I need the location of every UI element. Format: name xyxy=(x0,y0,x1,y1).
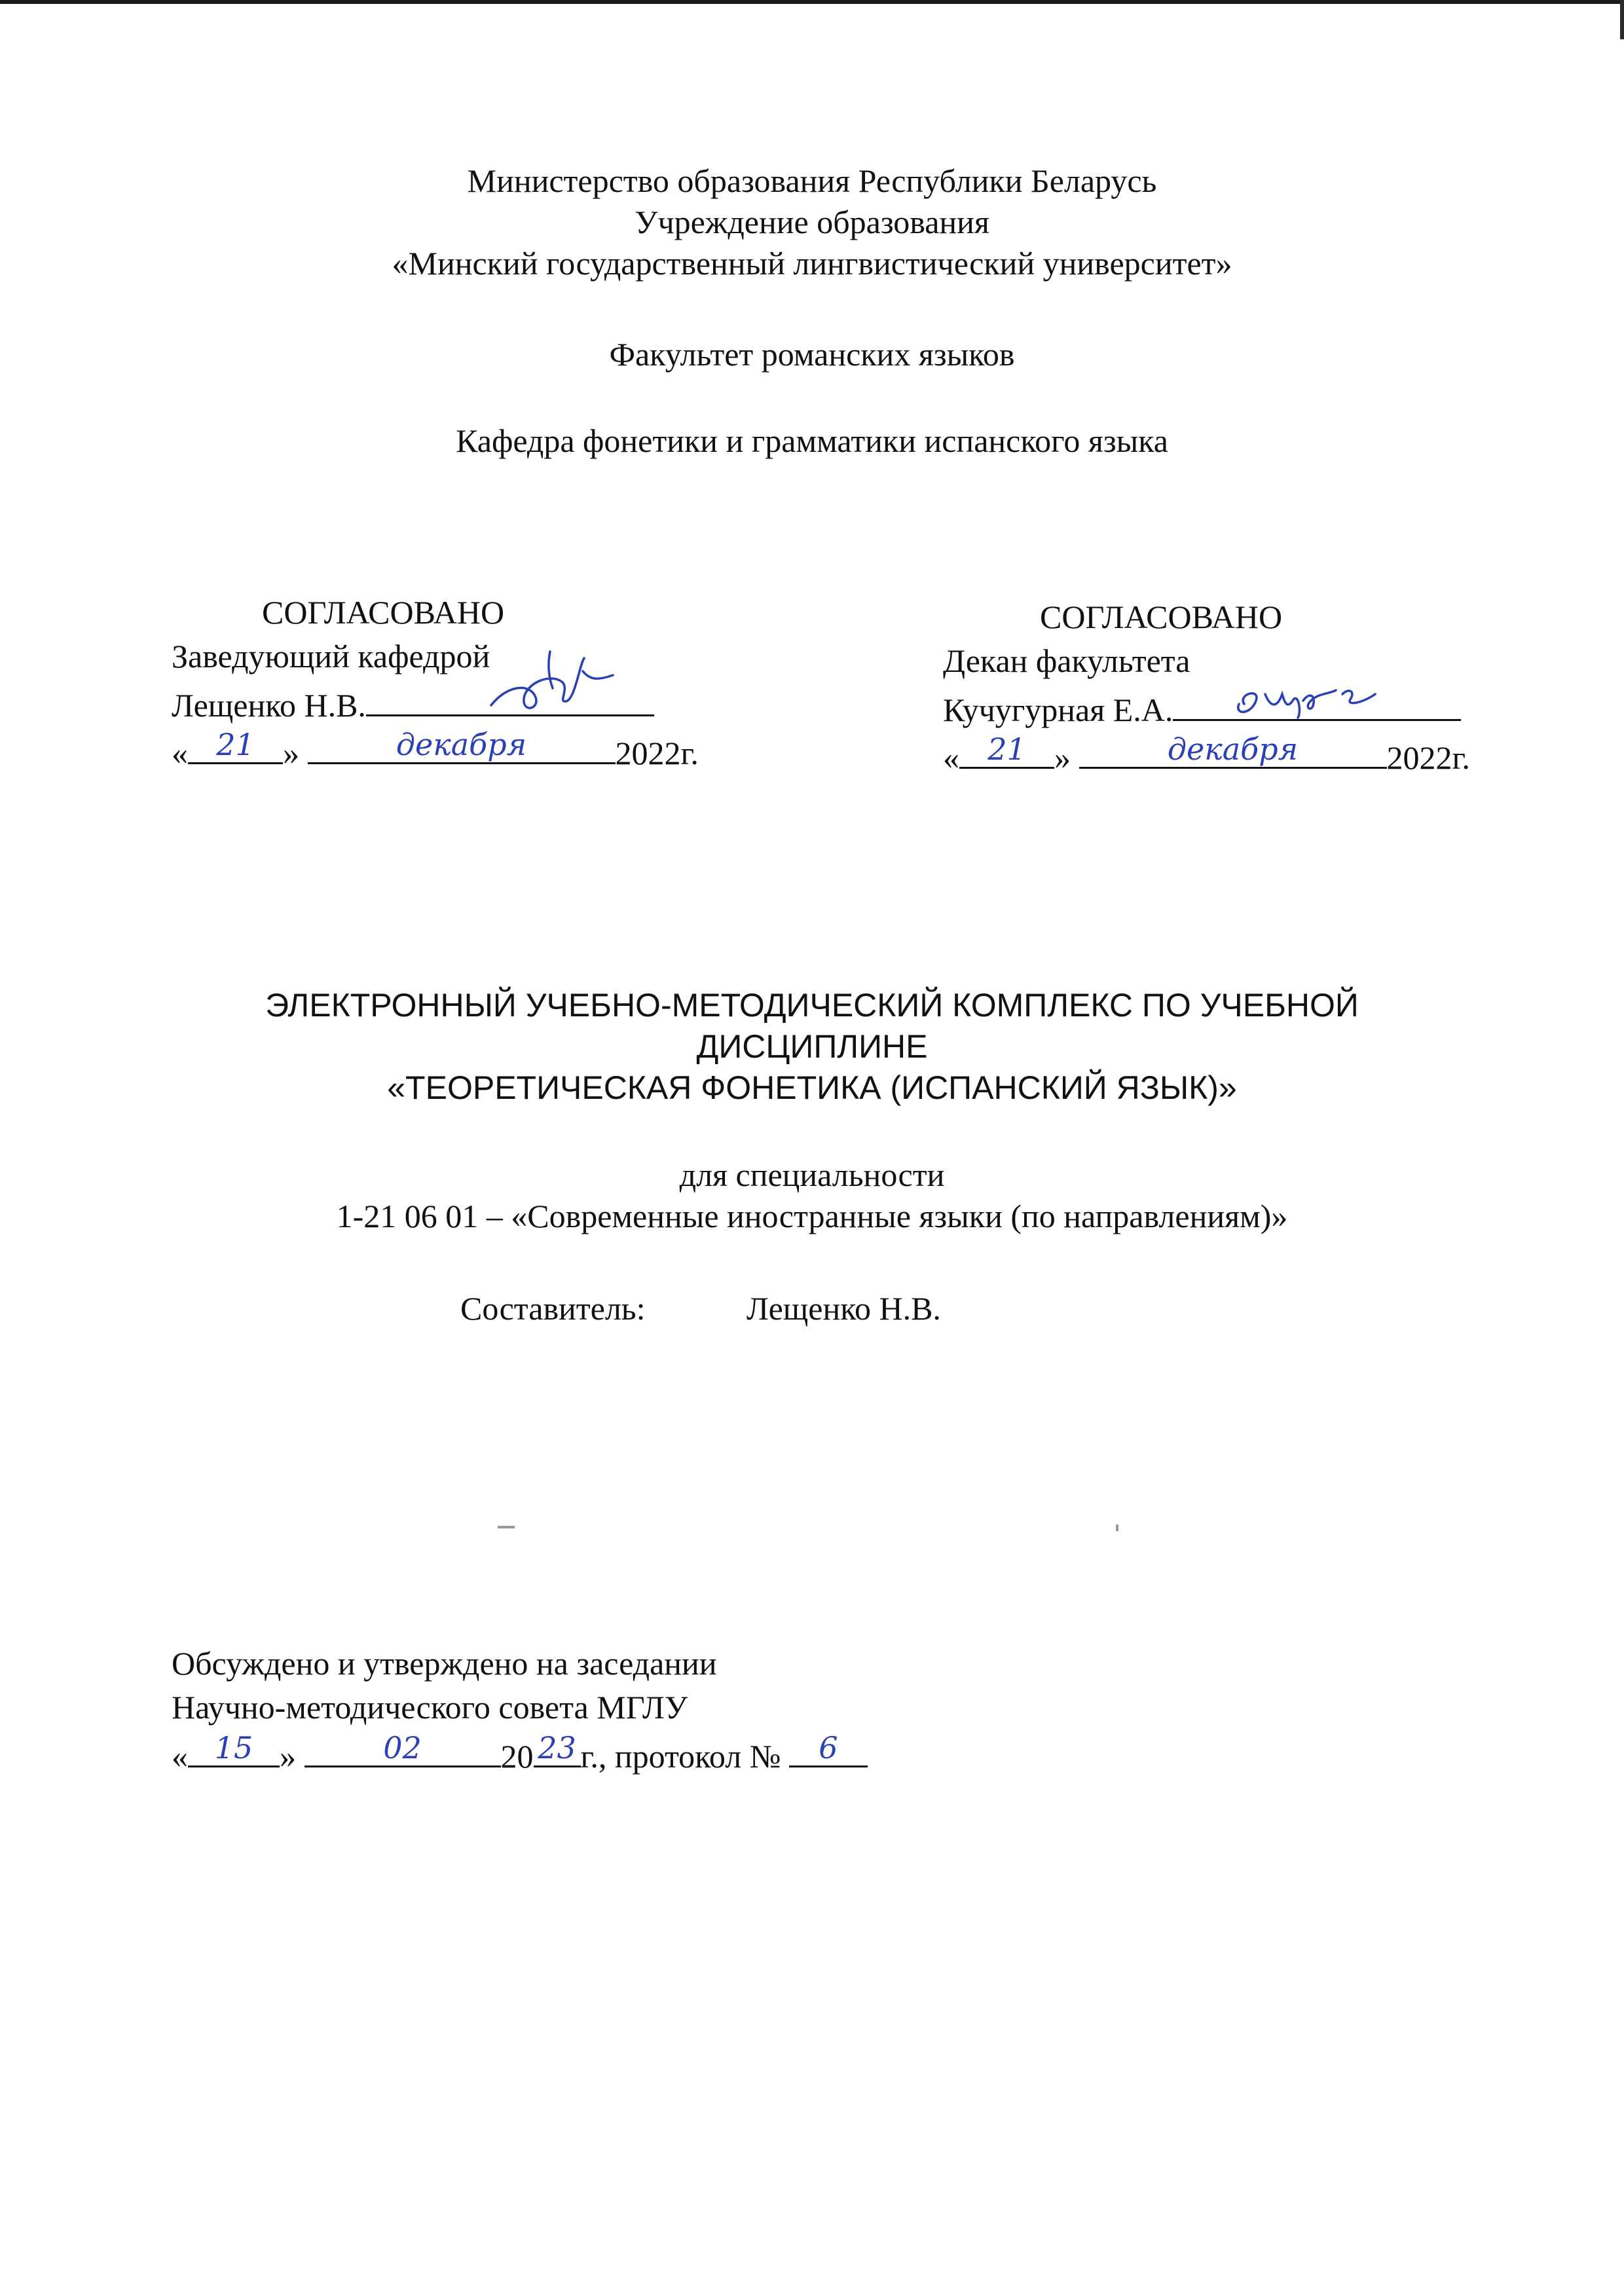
approval-left-month: декабря xyxy=(396,727,527,762)
faculty-line: Факультет романских языков xyxy=(609,336,1015,373)
approval-left-name: Лещенко Н.В. xyxy=(172,687,366,724)
council-day-blank xyxy=(188,1731,280,1767)
specialty-code: 1-21 06 01 – «Современные иностранные языки (по направлениям)» xyxy=(336,1198,1288,1234)
approval-left-title: СОГЛАСОВАНО xyxy=(262,594,505,631)
council-line-2: Научно-методического совета МГЛУ xyxy=(172,1689,688,1726)
specialty-label: для специальности xyxy=(679,1156,945,1193)
approval-left-position: Заведующий кафедрой xyxy=(172,638,490,675)
council-year-prefix: 20 xyxy=(500,1738,534,1775)
approval-right-month: декабря xyxy=(1167,731,1299,767)
university-line: «Минский государственный лингвистический университет» xyxy=(392,245,1232,282)
council-line-1: Обсуждено и утверждено на заседании xyxy=(172,1645,717,1682)
document-title-line-3: «ТЕОРЕТИЧЕСКАЯ ФОНЕТИКА (ИСПАНСКИЙ ЯЗЫК)» xyxy=(387,1069,1237,1106)
approval-left-month-blank xyxy=(308,728,616,764)
council-month: 02 xyxy=(383,1730,422,1765)
department-line: Кафедра фонетики и грамматики испанского языка xyxy=(456,422,1168,459)
approval-right-signature xyxy=(1225,675,1395,727)
document-title-line-1: ЭЛЕКТРОННЫЙ УЧЕБНО-МЕТОДИЧЕСКИЙ КОМПЛЕКС ПО УЧЕБНОЙ xyxy=(265,987,1359,1024)
document-title-line-2: ДИСЦИПЛИНЕ xyxy=(696,1028,928,1065)
compiler-label: Составитель: xyxy=(460,1290,646,1327)
ministry-line: Министерство образования Республики Беларусь xyxy=(467,162,1157,199)
approval-right-month-blank xyxy=(1079,733,1387,769)
council-protocol-blank xyxy=(789,1731,868,1767)
council-year-suffix: 23 xyxy=(538,1730,576,1765)
council-day: 15 xyxy=(214,1730,253,1765)
approval-right-day-blank xyxy=(959,733,1054,769)
approval-right-date-line: « 21 » декабря 2022г. xyxy=(943,731,1470,776)
approval-right-title: СОГЛАСОВАНО xyxy=(1040,599,1283,635)
council-year-blank xyxy=(534,1731,581,1767)
council-protocol-number: 6 xyxy=(819,1730,838,1765)
scan-edge-top xyxy=(0,0,1624,4)
institution-type-line: Учреждение образования xyxy=(635,204,989,240)
approval-left-year: 2022г. xyxy=(615,735,699,771)
council-month-blank xyxy=(304,1731,501,1767)
approval-right-name: Кучугурная Е.А. xyxy=(943,692,1173,728)
approval-left-signature xyxy=(485,645,635,724)
scan-edge-right xyxy=(1620,0,1624,39)
approval-right-position: Декан факультета xyxy=(943,642,1190,679)
approval-left-date-line: « 21 » декабря 2022г. xyxy=(172,727,699,771)
council-date-line: « 15 » 02 20 23 г., протокол № 6 xyxy=(172,1731,868,1776)
approval-left-day-blank xyxy=(188,728,283,764)
council-protocol-text: г., протокол № xyxy=(580,1738,781,1775)
approval-left-day: 21 xyxy=(216,727,255,762)
approval-right-year: 2022г. xyxy=(1386,739,1470,776)
scan-speck xyxy=(498,1526,515,1528)
approval-right-day: 21 xyxy=(987,731,1026,767)
scan-speck xyxy=(1116,1525,1118,1531)
compiler-name: Лещенко Н.В. xyxy=(747,1290,941,1327)
